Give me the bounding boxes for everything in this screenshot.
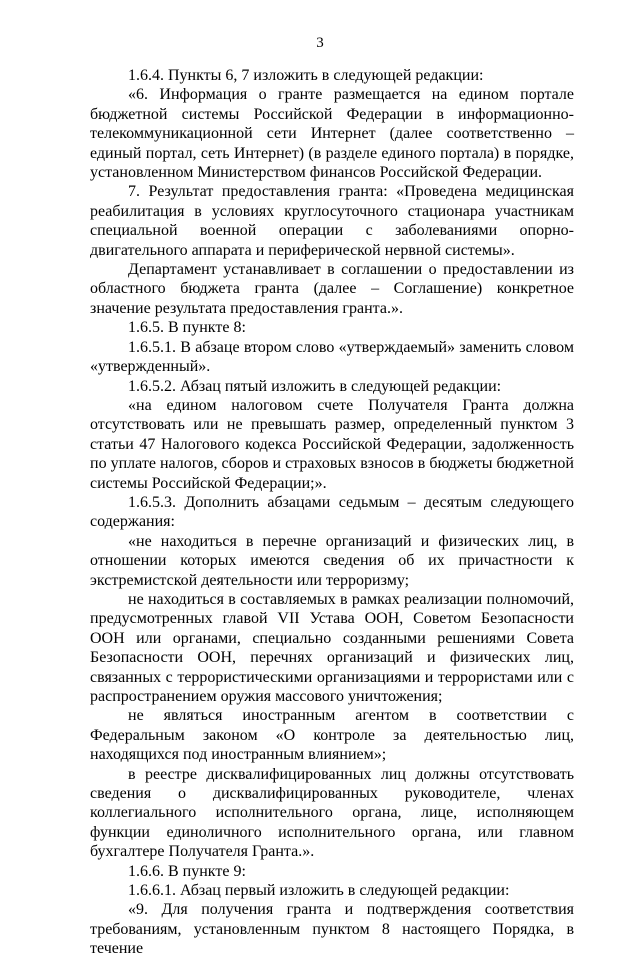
page-number: 3 bbox=[316, 35, 324, 51]
paragraph-1-6-4: 1.6.4. Пункты 6, 7 изложить в следующей редакции: bbox=[128, 67, 484, 84]
paragraph-point-7: 7. Результат предоставления гранта: «Проведена медицинская реабилитация в условиях круглосуточного стационара участникам специальной военной операции с заболеваниями опорно-двигательного аппарата и периферической нервной системы». bbox=[90, 183, 574, 259]
paragraph-foreign-agent: не являться иностранным агентом в соответствии с Федеральным законом «О контроле за деятельностью лиц, находящихся под иностранным влиянием»; bbox=[90, 707, 574, 764]
paragraph-1-6-5: 1.6.5. В пункте 8: bbox=[128, 319, 246, 337]
paragraph-department-agreement: Департамент устанавливает в соглашении о предоставлении из областного бюджета гранта (далее – Соглашение) конкретное значение результата предоставления гранта.». bbox=[90, 261, 574, 317]
paragraph-disqualified-registry: в реестре дисквалифицированных лиц должны отсутствовать сведения о дисквалифицированных руководителе, членах коллегиального исполнительного органа, лице, исполняющем функции единоличного исполнительного органа, или главном бухгалтере Получателя Гранта.». bbox=[90, 765, 574, 861]
document-body bbox=[90, 66, 574, 959]
paragraph-1-6-5-3: 1.6.5.3. Дополнить абзацами седьмым – десятым следующего содержания: bbox=[90, 493, 574, 531]
paragraph-1-6-5-2: 1.6.5.2. Абзац пятый изложить в следующей редакции: bbox=[128, 377, 502, 395]
paragraph-un-security-council: не находиться в составляемых в рамках реализации полномочий, предусмотренных главой VII Устава ООН, Советом Безопасности ООН или органами, специально созданными решениями Совета Безопасности ООН, перечнях организаций и физических лиц, связанных с террористическими организациями и террористами или с распространением оружия массового уничтожения; bbox=[90, 590, 574, 705]
paragraph-extremism-list: «не находиться в перечне организаций и физических лиц, в отношении которых имеются сведения об их причастности к экстремистской деятельности или терроризму; bbox=[90, 532, 574, 589]
paragraph-tax-account: «на едином налоговом счете Получателя Гранта должна отсутствовать или не превышать размер, определенный пунктом 3 статьи 47 Налогового кодекса Российской Федерации, задолженность по уплате налогов, сборов и страховых взносов в бюджеты бюджетной системы Российской Федерации;». bbox=[90, 396, 574, 492]
paragraph-point-9: «9. Для получения гранта и подтверждения соответствия требованиям, установленным пунктом 8 настоящего Порядка, в течение bbox=[90, 901, 574, 958]
paragraph-point-6: «6. Информация о гранте размещается на едином портале бюджетной системы Российской Федерации в информационно-телекоммуникационной сети Интернет (далее соответственно – единый портал, сеть Интернет) (в разделе единого портала) в порядке, установленном Министерством финансов Российской Федерации. bbox=[90, 86, 574, 182]
paragraph-1-6-6: 1.6.6. В пункте 9: bbox=[128, 862, 246, 880]
paragraph-1-6-5-1: 1.6.5.1. В абзаце втором слово «утверждаемый» заменить словом «утвержденный». bbox=[90, 338, 574, 376]
paragraph-1-6-6-1: 1.6.6.1. Абзац первый изложить в следующей редакции: bbox=[128, 882, 510, 900]
